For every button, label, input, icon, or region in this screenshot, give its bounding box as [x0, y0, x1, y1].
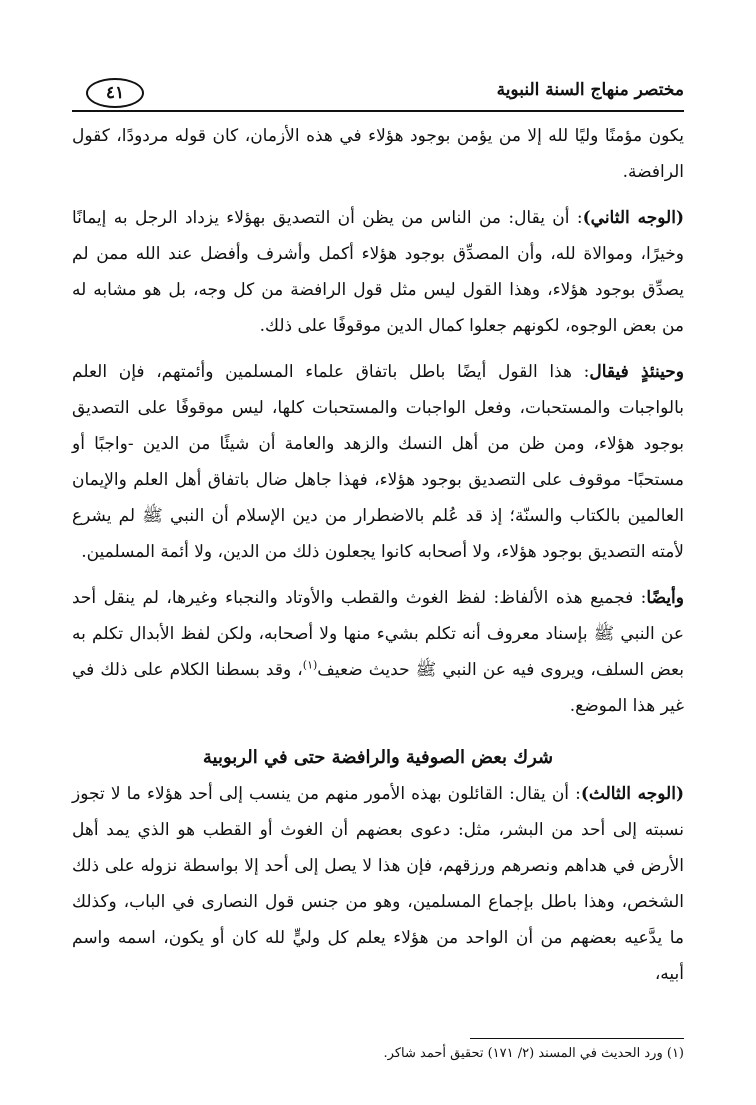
paragraph-4	[72, 580, 684, 724]
running-title: مختصر منهاج السنة النبوية	[496, 80, 684, 100]
paragraph-2	[72, 200, 684, 344]
page-body	[72, 118, 684, 992]
paragraph-3-text: : هذا القول أيضًا باطل باتفاق علماء المسلمين وأئمتهم، فإن العلم بالواجبات والمستحبات، وفعل الواجبات والمستحبات كلها، ليس موقوفًا على التصديق بوجود هؤلاء، ومن ظن من أهل النسك والزهد والعامة أن شيئًا من الدين -واجبًا أو مستحبًا- موقوف على التصديق بوجود هؤلاء، فهذا جاهل ضال باتفاق أهل العلم والإيمان العالمين بالكتاب والسنّة؛ إذ قد عُلم بالاضطرار من دين الإسلام أن النبي ﷺ لم يشرع لأمته التصديق بوجود هؤلاء، ولا أصحابه كانوا يجعلون ذلك من الدين، ولا أئمة المسلمين.	[72, 362, 684, 562]
paragraph-5	[72, 776, 684, 992]
page-number: ٤١	[86, 78, 144, 108]
paragraph-5-text: : أن يقال: القائلون بهذه الأمور منهم من ينسب إلى أحد هؤلاء ما لا تجوز نسبته إلى أحد من البشر، مثل: دعوى بعضهم أن الغوث أو القطب هو الذي يمد أهل الأرض في هداهم ونصرهم ورزقهم، فإن هذا لا يصل إلى أحد إلا بواسطة نزوله على ذلك الشخص، وهذا باطل بإجماع المسلمين، وهو من جنس قول النصارى في الباب، وكذلك ما يدَّعيه بعضهم من أن الواحد من هؤلاء يعلم كل وليٍّ لله كان أو يكون، اسمه واسم أبيه،	[72, 784, 685, 984]
paragraph-2-label: (الوجه الثاني)	[582, 208, 684, 228]
page-header	[72, 78, 684, 112]
paragraph-4-label: وأيضًا	[646, 588, 684, 608]
footnote-1: (١) ورد الحديث في المسند (٢/ ١٧١) تحقيق أحمد شاكر.	[383, 1046, 684, 1061]
paragraph-1	[72, 118, 684, 190]
paragraph-2-text: : أن يقال: من الناس من يظن أن التصديق بهؤلاء يزداد الرجل به إيمانًا وخيرًا، وموالاة لله، وأن المصدِّق بوجود هؤلاء أكمل وأشرف وأفضل عند الله ممن لم يصدِّق بوجود هؤلاء، وهذا القول ليس مثل قول الرافضة من كل وجه، بل هو مشابه له من بعض الوجوه، لكونهم جعلوا كمال الدين موقوفًا على ذلك.	[72, 208, 684, 336]
paragraph-4-text-a: : فجميع هذه الألفاظ: لفظ الغوث والقطب والأوتاد والنجباء وغيرها، لم ينقل أحد عن النبي ﷺ بإسناد معروف أنه تكلم بشيء منها ولا أصحابه، ولكن لفظ الأبدال تكلم به بعض السلف، ويروى فيه عن النبي ﷺ حديث ضعيف	[72, 588, 684, 680]
section-heading: شرك بعض الصوفية والرافضة حتى في الربوبية	[202, 747, 554, 768]
footnote-rule	[470, 1038, 684, 1039]
header-rule	[72, 110, 684, 112]
paragraph-4-text-b: ، وقد بسطنا الكلام على ذلك في غير هذا الموضع.	[72, 660, 684, 716]
paragraph-1-text: يكون مؤمنًا وليًا لله إلا من يؤمن بوجود هؤلاء في هذه الأزمان، كان قوله مردودًا، كقول الرافضة.	[72, 126, 684, 182]
paragraph-3	[72, 354, 684, 570]
paragraph-5-label: (الوجه الثالث)	[580, 784, 684, 804]
paragraph-3-label: وحينئذٍ فيقال	[589, 362, 685, 382]
footnote-marker[interactable]: (١)	[302, 658, 318, 672]
